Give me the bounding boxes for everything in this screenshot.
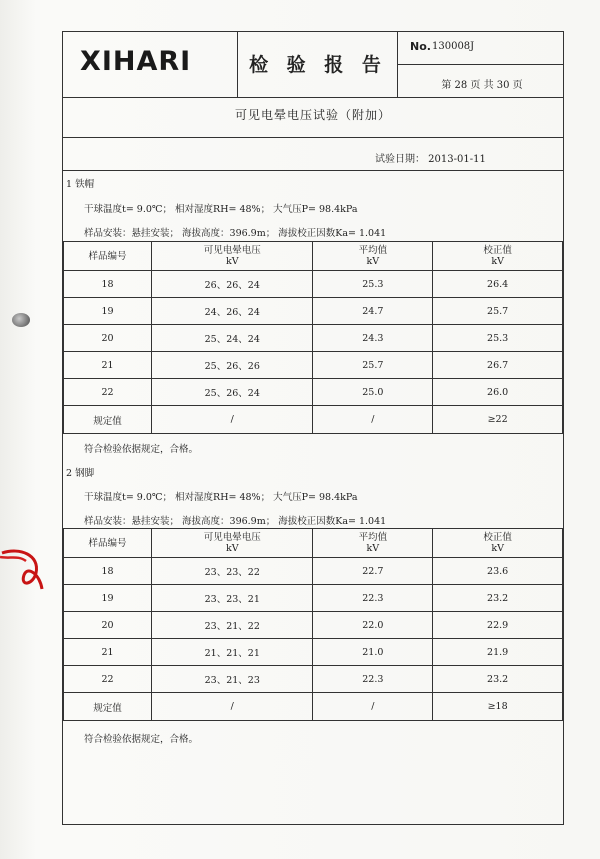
report-number-label: No. (410, 40, 431, 53)
install-conditions: 样品安装：悬挂安装； 海拔高度：396.9m； 海拔校正因数Ka= 1.041 (84, 228, 387, 239)
col-sample-id: 样品编号 (64, 529, 152, 558)
table-cell: 18 (64, 558, 152, 585)
table-cell: 23、23、22 (152, 558, 313, 585)
table-cell: 22.9 (433, 612, 563, 639)
table-row (64, 612, 563, 639)
table-cell: 24.3 (313, 325, 433, 352)
section-title: 可见电晕电压试验（附加） (234, 108, 391, 122)
table-cell: ≥22 (433, 406, 563, 434)
table-cell: 25.0 (313, 379, 433, 406)
header-divider (397, 64, 564, 65)
col-corrected: 校正值 kV (433, 242, 563, 271)
table-cell: 22.3 (313, 585, 433, 612)
table-row (64, 271, 563, 298)
table-cell: 21 (64, 352, 152, 379)
table-row (64, 585, 563, 612)
table-row (64, 666, 563, 693)
company-logo: XIHARI (80, 46, 192, 77)
table-cell: 25.3 (313, 271, 433, 298)
item-heading: 2 钢脚 (66, 468, 95, 479)
table-cell: 26.7 (433, 352, 563, 379)
table-cell: 22 (64, 379, 152, 406)
table-cell: 23.2 (433, 585, 563, 612)
table-cell: 18 (64, 271, 152, 298)
table-cell: 25.7 (313, 352, 433, 379)
test-date: 试验日期： 2013-01-11 (375, 154, 486, 165)
table-cell: 21、21、21 (152, 639, 313, 666)
table-row (64, 639, 563, 666)
report-title: 检 验 报 告 (249, 54, 387, 76)
table-cell: 26、26、24 (152, 271, 313, 298)
table-row (64, 298, 563, 325)
table-header-row (64, 529, 563, 558)
table-header-row (64, 242, 563, 271)
table-cell: 19 (64, 585, 152, 612)
env-conditions: 干球温度t= 9.0℃； 相对湿度RH= 48%； 大气压P= 98.4kPa (84, 204, 358, 215)
table-cell: ≥18 (433, 693, 563, 721)
table-cell: 21.9 (433, 639, 563, 666)
header-bottom-line (62, 97, 564, 98)
table-cell: 23.6 (433, 558, 563, 585)
table-cell: 21.0 (313, 639, 433, 666)
col-average: 平均值 kV (313, 529, 433, 558)
table-cell: 22.3 (313, 666, 433, 693)
table-cell: 25、26、24 (152, 379, 313, 406)
table-cell: 24.7 (313, 298, 433, 325)
table-cell: 20 (64, 325, 152, 352)
table-row (64, 379, 563, 406)
col-average: 平均值 kV (313, 242, 433, 271)
table-cell: 26.4 (433, 271, 563, 298)
table-cell: 规定值 (64, 406, 152, 434)
results-table (63, 528, 563, 721)
table-cell: / (313, 406, 433, 434)
item-heading: 1 铁帽 (66, 179, 95, 190)
table-row (64, 325, 563, 352)
table-cell: 25.3 (433, 325, 563, 352)
table-row (64, 558, 563, 585)
table-cell: / (152, 693, 313, 721)
col-sample-id: 样品编号 (64, 242, 152, 271)
table-cell: / (152, 406, 313, 434)
table-cell: 23、23、21 (152, 585, 313, 612)
punch-hole (12, 313, 30, 327)
table-cell: 22 (64, 666, 152, 693)
table-cell: 规定值 (64, 693, 152, 721)
table-cell: 20 (64, 612, 152, 639)
env-conditions: 干球温度t= 9.0℃； 相对湿度RH= 48%； 大气压P= 98.4kPa (84, 492, 358, 503)
table-cell: 22.7 (313, 558, 433, 585)
spec-row (64, 693, 563, 721)
table-cell: 19 (64, 298, 152, 325)
table-cell: 23、21、22 (152, 612, 313, 639)
report-number: 130008J (432, 41, 475, 52)
table-cell: 23、21、23 (152, 666, 313, 693)
spec-row (64, 406, 563, 434)
col-voltage: 可见电晕电压 kV (152, 242, 313, 271)
section-divider (62, 170, 564, 171)
install-conditions: 样品安装：悬挂安装； 海拔高度：396.9m； 海拔校正因数Ka= 1.041 (84, 516, 387, 527)
table-row (64, 352, 563, 379)
table-cell: 22.0 (313, 612, 433, 639)
section-divider (62, 137, 564, 138)
table-cell: / (313, 693, 433, 721)
table-cell: 25、26、26 (152, 352, 313, 379)
table-cell: 23.2 (433, 666, 563, 693)
page-info: 第 28 页 共 30 页 (441, 80, 523, 91)
results-table (63, 241, 563, 434)
table-cell: 25.7 (433, 298, 563, 325)
table-cell: 21 (64, 639, 152, 666)
table-cell: 24、26、24 (152, 298, 313, 325)
table-cell: 26.0 (433, 379, 563, 406)
conclusion: 符合检验依据规定，合格。 (84, 444, 199, 455)
col-voltage: 可见电晕电压 kV (152, 529, 313, 558)
col-corrected: 校正值 kV (433, 529, 563, 558)
binding-string (0, 545, 50, 595)
table-cell: 25、24、24 (152, 325, 313, 352)
conclusion: 符合检验依据规定，合格。 (84, 734, 199, 745)
